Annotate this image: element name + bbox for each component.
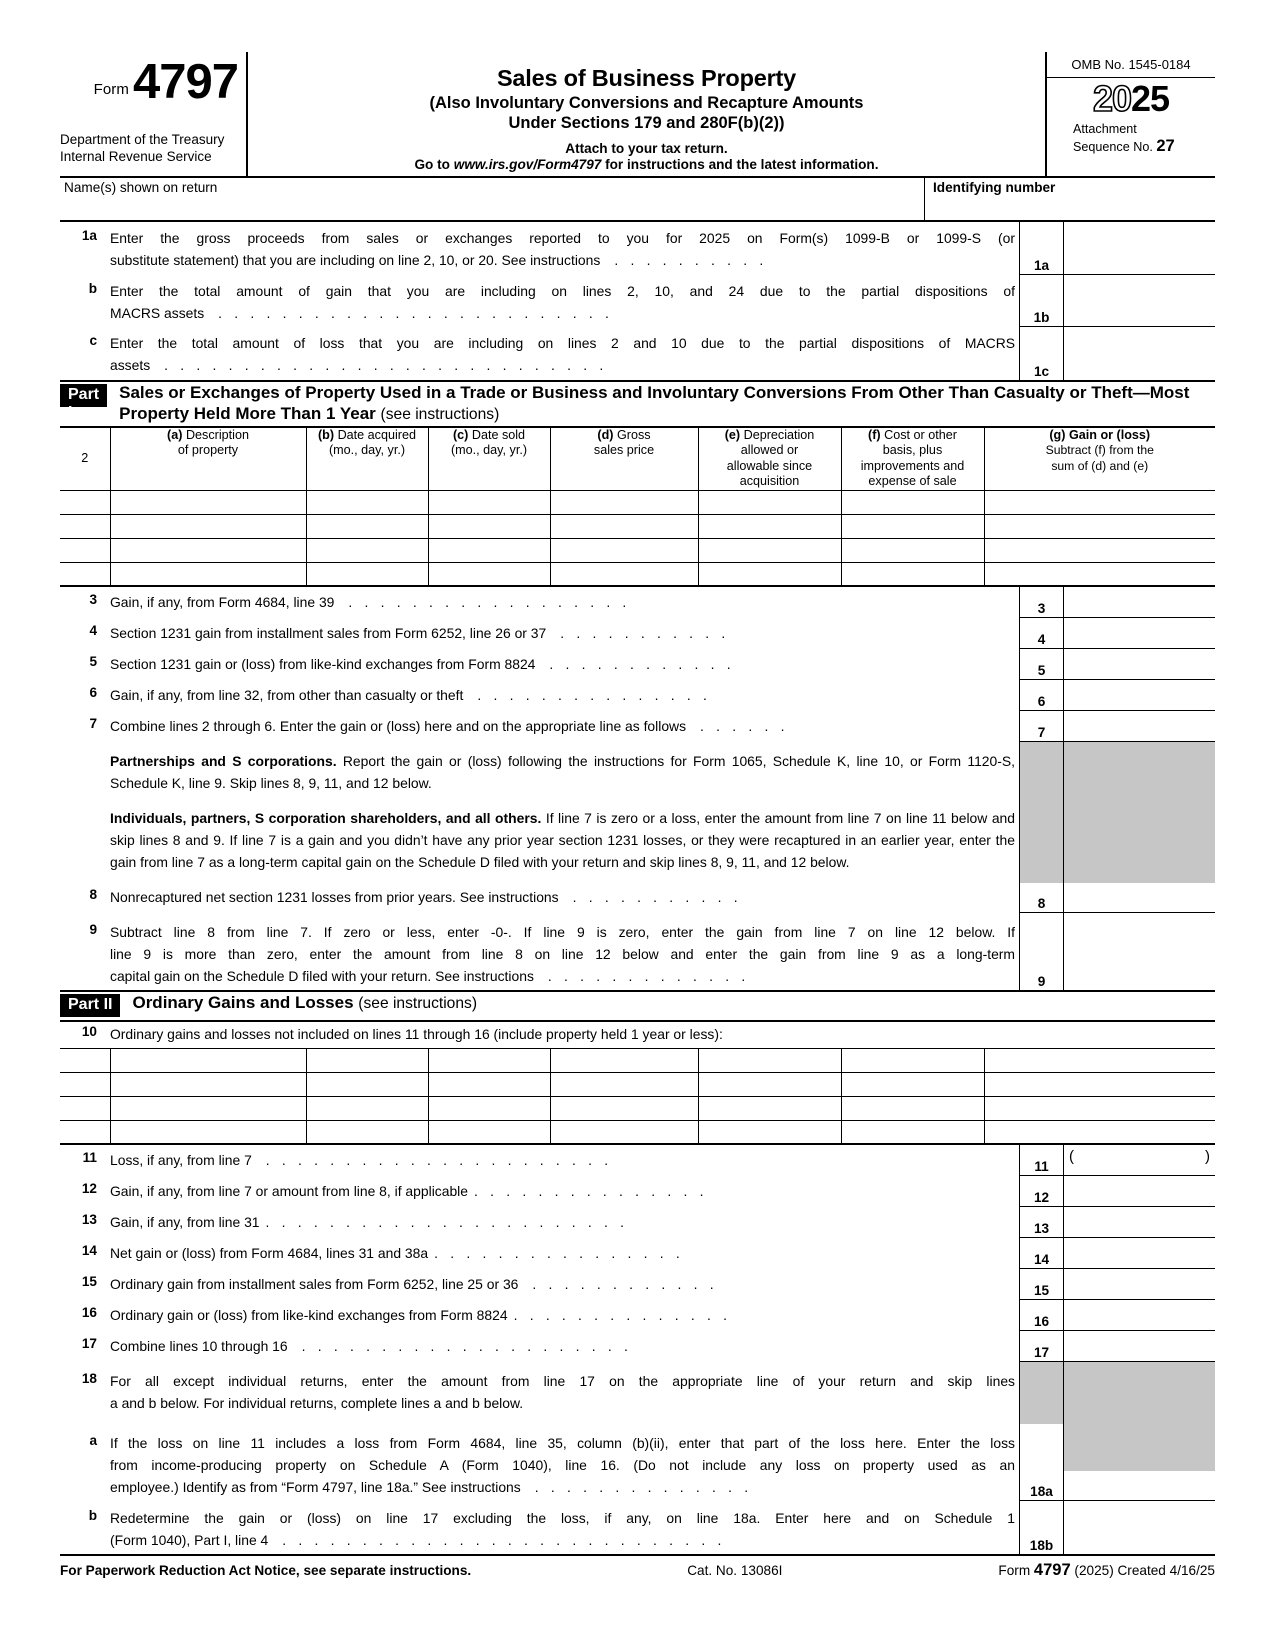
header-title-block	[248, 52, 1045, 176]
attach-note: Attach to your tax return.	[565, 140, 728, 156]
part-1-title-bold: Sales or Exchanges of Property Used in a Trade or Business and Involuntary Conversions From Other Than Casualty or Theft—Most Property Held More Than 1 Year	[119, 383, 1190, 424]
part-1-title	[119, 382, 1215, 424]
part-1-row2-col-c[interactable]	[428, 514, 550, 538]
line-15-box-label: 15	[1019, 1269, 1063, 1300]
part-1-row4-col-b[interactable]	[306, 562, 428, 586]
part-1-row1-col-g[interactable]	[984, 490, 1215, 514]
identifying-number-label: Identifying number	[933, 179, 1056, 195]
part-2-row2-col-c[interactable]	[428, 1072, 550, 1096]
form-footer	[60, 1554, 1215, 1580]
line-18-row	[60, 1362, 1215, 1424]
column-b-tag: (b)	[317, 427, 335, 442]
line-18a-amount-input[interactable]	[1063, 1424, 1215, 1501]
part-2-row3-col-b[interactable]	[306, 1096, 428, 1120]
part-1-row1-col-b[interactable]	[306, 490, 428, 514]
line-1a-number: 1a	[81, 227, 97, 243]
line-18b-amount-input[interactable]	[1063, 1501, 1215, 1554]
column-g-l2: Subtract (f) from the	[1045, 443, 1154, 458]
line-14-row	[60, 1238, 1215, 1269]
part-1-banner	[60, 380, 1215, 427]
line-8-number: 8	[89, 887, 97, 902]
column-f-l4: expense of sale	[868, 474, 957, 489]
line-12-text: Gain, if any, from line 7 or amount from line 8, if applicable . . . . . . . . . . . . . . .	[110, 1183, 708, 1200]
partnerships-note-bold: Partnerships and S corporations.	[110, 753, 337, 770]
line-9-text-part2: line 9 is more than zero, enter the amount from line 8 on line 12 below and enter the gain from line 9 as a long-term	[110, 945, 1015, 962]
line-15-row	[60, 1269, 1215, 1300]
line-9-text-part1: Subtract line 8 from line 7. If zero or less, enter -0-. If line 9 is zero, enter the gain from line 7 on line 12 below. If	[110, 923, 1015, 940]
part-2-row2-col-a[interactable]	[110, 1072, 306, 1096]
part-2-row1-col-d[interactable]	[550, 1048, 698, 1072]
line-14-amount-input[interactable]	[1063, 1238, 1215, 1269]
line-11-number: 11	[82, 1150, 97, 1166]
line-6-amount-input[interactable]	[1063, 680, 1215, 711]
part-2-row3-col-c[interactable]	[428, 1096, 550, 1120]
part-2-title-bold: Ordinary Gains and Losses	[132, 992, 354, 1012]
line-16-text: Ordinary gain or (loss) from like-kind exchanges from Form 8824 . . . . . . . . . . . . . .	[110, 1307, 732, 1324]
goto-url: www.irs.gov/Form4797	[453, 156, 602, 172]
header-left	[60, 52, 248, 176]
part-1-row1-col-a[interactable]	[110, 490, 306, 514]
column-d-tag: (d)	[597, 427, 614, 442]
part-1-row1-col-d[interactable]	[550, 490, 698, 514]
attachment-label-line2: Sequence No.	[1073, 139, 1153, 154]
line-18-shaded-label-cell	[1019, 1362, 1063, 1424]
footer-form-word: Form	[998, 1562, 1031, 1578]
column-header-b	[306, 428, 428, 490]
line-8-row	[60, 883, 1215, 913]
part-2-entry-row[interactable]	[60, 1072, 1215, 1096]
line-10-text: Ordinary gains and losses not included on lines 11 through 16 (include property held 1 year or less):	[110, 1025, 723, 1042]
attachment-number: 27	[1156, 136, 1175, 155]
part-1-row2-marker	[60, 514, 110, 538]
form-subtitle-line2: Under Sections 179 and 280F(b)(2))	[508, 113, 785, 132]
line-18b-text-part2: (Form 1040), Part I, line 4 . . . . . . . . . . . . . . . . . . . . . . . . . . . .	[110, 1531, 726, 1548]
line-18-number: 18	[81, 1371, 97, 1387]
line-14-box-label: 14	[1019, 1238, 1063, 1269]
part-1-row4-col-e[interactable]	[698, 562, 841, 586]
part-1-entry-row[interactable]	[60, 490, 1215, 514]
notes-shaded-label-cell	[1019, 742, 1063, 883]
part-2-row4-col-e[interactable]	[698, 1120, 841, 1144]
column-header-c	[428, 428, 550, 490]
line-1a-box-label: 1a	[1019, 222, 1063, 275]
line-15-number: 15	[81, 1274, 97, 1290]
column-a-tag: (a)	[167, 427, 183, 442]
line-18a-shaded-area	[1064, 1424, 1215, 1471]
part-1-row4-col-a[interactable]	[110, 562, 306, 586]
line-17-amount-input[interactable]	[1063, 1331, 1215, 1362]
part-1-row4-col-c[interactable]	[428, 562, 550, 586]
line-14-text: Net gain or (loss) from Form 4684, lines 31 and 38a . . . . . . . . . . . . . . . .	[110, 1245, 684, 1262]
column-header-d	[550, 428, 698, 490]
line-7-row	[60, 711, 1215, 742]
line-3-text: Gain, if any, from Form 4684, line 39 . . . . . . . . . . . . . . . . . .	[110, 594, 631, 611]
column-e-l4: acquisition	[739, 474, 800, 489]
column-f-l2: basis, plus	[882, 443, 943, 458]
line-8-amount-input[interactable]	[1063, 883, 1215, 913]
line-18b-number: b	[88, 1507, 97, 1523]
part-2-row4-col-g[interactable]	[984, 1120, 1215, 1144]
line-1b-text-part1: Enter the total amount of gain that you are including on lines 2, 10, and 24 due to the partial dispositions of	[110, 282, 1015, 299]
line-13-amount-input[interactable]	[1063, 1207, 1215, 1238]
line-18a-text-part3: employee.) Identify as from “Form 4797, line 18a.” See instructions . . . . . . . . . . . . . .	[110, 1479, 753, 1495]
tax-year	[1047, 78, 1215, 118]
part-2-row4-col-f[interactable]	[841, 1120, 984, 1144]
line-7-box-label: 7	[1019, 711, 1063, 742]
column-b-l2: (mo., day, yr.)	[328, 443, 406, 458]
line-1a-row	[60, 222, 1215, 275]
part-2-row3-marker	[60, 1096, 110, 1120]
column-c-tag: (c)	[452, 427, 469, 442]
line-1b-number: b	[88, 280, 97, 296]
line-17-number: 17	[81, 1336, 97, 1352]
part-1-entry-row[interactable]	[60, 514, 1215, 538]
footer-form-number: 4797	[1033, 1560, 1071, 1579]
line-9-number: 9	[89, 921, 97, 937]
part-2-row2-col-f[interactable]	[841, 1072, 984, 1096]
line-6-number: 6	[89, 685, 97, 701]
line-16-box-label: 16	[1019, 1300, 1063, 1331]
partnerships-note	[110, 751, 1015, 795]
lines-3-7-group	[60, 587, 1215, 742]
column-d-l1: Gross	[617, 427, 651, 442]
part-2-row4-col-b[interactable]	[306, 1120, 428, 1144]
column-header-g	[984, 428, 1215, 490]
part-1-row3-col-g[interactable]	[984, 538, 1215, 562]
line-1c-box-label: 1c	[1019, 327, 1063, 380]
goto-note	[254, 157, 1039, 172]
line-18b-text-part1: Redetermine the gain or (loss) on line 17 excluding the loss, if any, on line 18a. Enter here and on Schedule 1	[110, 1509, 1015, 1526]
notes-shaded-amount-cell	[1063, 742, 1215, 883]
line-1c-text-cell	[110, 327, 1019, 380]
part-2-entry-row[interactable]	[60, 1096, 1215, 1120]
column-g-tag: (g)	[1049, 427, 1066, 442]
line-5-amount-input[interactable]	[1063, 649, 1215, 680]
column-g-l1: Gain or (loss)	[1068, 427, 1151, 442]
part-2-table	[60, 1048, 1215, 1146]
part-1-row1-marker	[60, 490, 110, 514]
part-1-row2-col-d[interactable]	[550, 514, 698, 538]
line-18a-box-label: 18a	[1019, 1424, 1063, 1501]
line-11-row	[60, 1145, 1215, 1176]
line-18a-text-part2: from income-producing property on Schedule A (Form 1040), line 16. (Do not include any loss on property used as an	[110, 1457, 1015, 1474]
notes-spacer	[60, 742, 110, 883]
part-1-row2-col-f[interactable]	[841, 514, 984, 538]
line-9-box-label: 9	[1019, 913, 1063, 990]
part-2-row4-marker	[60, 1120, 110, 1144]
tax-year-century: 20	[1092, 78, 1131, 119]
line-1-group	[60, 222, 1215, 381]
part-1-row4-col-g[interactable]	[984, 562, 1215, 586]
line-17-box-label: 17	[1019, 1331, 1063, 1362]
part-1-row3-col-d[interactable]	[550, 538, 698, 562]
form-word-label: Form	[93, 81, 129, 99]
line-18-text-part1: For all except individual returns, enter the amount from line 17 on the appropriate line of your return and skip lines	[110, 1373, 1015, 1390]
part-1-label: Part I	[60, 384, 107, 407]
line-16-amount-input[interactable]	[1063, 1300, 1215, 1331]
footer-year: (2025) Created 4/16/25	[1074, 1562, 1215, 1578]
line-13-number: 13	[81, 1212, 97, 1228]
part-1-row3-marker	[60, 538, 110, 562]
part-2-row1-col-e[interactable]	[698, 1048, 841, 1072]
part-2-row1-col-g[interactable]	[984, 1048, 1215, 1072]
part-2-row1-col-f[interactable]	[841, 1048, 984, 1072]
part-1-title-normal: (see instructions)	[380, 406, 500, 424]
part-2-row3-col-a[interactable]	[110, 1096, 306, 1120]
line-1c-text-part1: Enter the total amount of loss that you are including on lines 2 and 10 due to the partial dispositions of MACRS	[110, 335, 1015, 352]
part-1-row3-col-b[interactable]	[306, 538, 428, 562]
line-18-shaded-amount-cell	[1063, 1362, 1215, 1424]
column-header-e	[698, 428, 841, 490]
column-b-l1: Date acquired	[337, 427, 416, 442]
part-2-entry-row[interactable]	[60, 1048, 1215, 1072]
part-1-row3-col-c[interactable]	[428, 538, 550, 562]
individuals-note-bold: Individuals, partners, S corporation shareholders, and all others.	[110, 810, 542, 827]
part-1-row2-col-b[interactable]	[306, 514, 428, 538]
part-1-row3-col-a[interactable]	[110, 538, 306, 562]
notes-block	[60, 742, 1215, 883]
line-9-text-part3: capital gain on the Schedule D filed with your return. See instructions . . . . . . . . . . . . .	[110, 967, 750, 984]
part-2-row1-marker	[60, 1048, 110, 1072]
line-5-box-label: 5	[1019, 649, 1063, 680]
line-17-row	[60, 1331, 1215, 1362]
line-12-row	[60, 1176, 1215, 1207]
line-1a-text-part2: substitute statement) that you are including on line 2, 10, or 20. See instructions . . . . . . . . . .	[110, 251, 768, 268]
part-1-row4-marker	[60, 562, 110, 586]
line-18b-row	[60, 1501, 1215, 1554]
line-9-amount-input[interactable]	[1063, 913, 1215, 990]
line-4-text: Section 1231 gain from installment sales from Form 6252, line 26 or 37 . . . . . . . . . . .	[110, 625, 730, 642]
part-1-line-number: 2	[60, 428, 110, 490]
part-2-row1-col-a[interactable]	[110, 1048, 306, 1072]
goto-prefix: Go to	[414, 156, 454, 172]
part-1-row1-col-f[interactable]	[841, 490, 984, 514]
line-1b-box-label: 1b	[1019, 275, 1063, 328]
part-2-title-normal: (see instructions)	[358, 994, 478, 1012]
line-10-number: 10	[81, 1023, 97, 1039]
column-d-l2: sales price	[593, 443, 655, 458]
part-2-label: Part II	[60, 994, 120, 1017]
column-f-l3: improvements and	[860, 458, 965, 473]
line-14-number: 14	[81, 1243, 97, 1259]
line-11-close-paren: )	[1205, 1148, 1210, 1166]
part-2-row2-col-e[interactable]	[698, 1072, 841, 1096]
part-2-title	[132, 992, 477, 1014]
line-3-row	[60, 587, 1215, 618]
line-13-box-label: 13	[1019, 1207, 1063, 1238]
line-6-row	[60, 680, 1215, 711]
individuals-note-text: If line 7 is zero or a loss, enter the amount from line 7 on line 11 below and skip lines 8 and 9. If line 7 is a gain and you didn’t have any prior year section 1231 losses, or they were recaptured in an earlier year, enter the gain from line 7 as a long-term capital gain on the Schedule D filed with your return and skip lines 8, 9, 11, and 12 below.	[110, 810, 1015, 871]
line-16-row	[60, 1300, 1215, 1331]
part-1-entry-row[interactable]	[60, 538, 1215, 562]
line-11-text: Loss, if any, from line 7 . . . . . . . . . . . . . . . . . . . . . .	[110, 1152, 613, 1169]
catalog-number: Cat. No. 13086I	[687, 1562, 783, 1578]
part-2-row2-marker	[60, 1072, 110, 1096]
form-subtitle-line1: (Also Involuntary Conversions and Recapture Amounts	[429, 94, 864, 112]
line-12-box-label: 12	[1019, 1176, 1063, 1207]
line-1b-text-cell	[110, 275, 1019, 328]
line-3-box-label: 3	[1019, 587, 1063, 618]
column-g-l3: sum of (d) and (e)	[1051, 458, 1149, 473]
name-label: Name(s) shown on return	[64, 179, 218, 195]
line-6-text: Gain, if any, from line 32, from other than casualty or theft . . . . . . . . . . . . . . .	[110, 687, 712, 704]
line-4-row	[60, 618, 1215, 649]
column-header-a	[110, 428, 306, 490]
part-1-entry-row[interactable]	[60, 562, 1215, 586]
line-6-box-label: 6	[1019, 680, 1063, 711]
part-1-row3-col-f[interactable]	[841, 538, 984, 562]
part-2-row3-col-g[interactable]	[984, 1096, 1215, 1120]
part-2-row3-col-d[interactable]	[550, 1096, 698, 1120]
line-3-amount-input[interactable]	[1063, 587, 1215, 618]
part-2-row4-col-c[interactable]	[428, 1120, 550, 1144]
part-1-row3-col-e[interactable]	[698, 538, 841, 562]
column-e-tag: (e)	[724, 427, 741, 442]
part-2-banner	[60, 990, 1215, 1022]
part-2-row2-col-b[interactable]	[306, 1072, 428, 1096]
line-11-box-label: 11	[1019, 1145, 1063, 1176]
identity-row	[60, 178, 1215, 222]
line-15-text: Ordinary gain from installment sales from Form 6252, line 25 or 36 . . . . . . . . . . . .	[110, 1276, 718, 1293]
line-3-number: 3	[89, 592, 97, 608]
line-1a-text-cell	[110, 222, 1019, 275]
line-1a-text-part1: Enter the gross proceeds from sales or exchanges reported to you for 2025 on Form(s) 1099-B or 1099-S (or	[110, 229, 1015, 246]
part-1-row4-col-f[interactable]	[841, 562, 984, 586]
line-11-open-paren: (	[1069, 1148, 1074, 1166]
part-2-row1-col-b[interactable]	[306, 1048, 428, 1072]
part-1-row2-col-e[interactable]	[698, 514, 841, 538]
part-2-row3-col-f[interactable]	[841, 1096, 984, 1120]
line-18a-row	[60, 1424, 1215, 1501]
line-18b-box-label: 18b	[1019, 1501, 1063, 1554]
line-5-text: Section 1231 gain or (loss) from like-kind exchanges from Form 8824 . . . . . . . . . . . .	[110, 656, 735, 673]
line-1b-row	[60, 275, 1215, 328]
part-1-column-headers	[60, 428, 1215, 490]
department-block	[60, 132, 238, 168]
line-13-text: Gain, if any, from line 31 . . . . . . . . . . . . . . . . . . . . . . .	[110, 1214, 629, 1231]
line-1b-amount-input[interactable]	[1063, 275, 1215, 328]
line-1c-amount-input[interactable]	[1063, 327, 1215, 380]
part-1-row2-col-a[interactable]	[110, 514, 306, 538]
individuals-note	[110, 808, 1015, 874]
column-e-l1: Depreciation	[743, 427, 815, 442]
part-1-row1-col-e[interactable]	[698, 490, 841, 514]
line-10-row	[60, 1022, 1215, 1048]
line-4-number: 4	[89, 623, 97, 639]
form-header	[60, 52, 1215, 178]
line-1a-amount-input[interactable]	[1063, 222, 1215, 275]
line-1c-number: c	[89, 333, 97, 349]
goto-suffix: for instructions and the latest information.	[601, 156, 879, 172]
part-2-row4-col-a[interactable]	[110, 1120, 306, 1144]
part-2-row2-col-g[interactable]	[984, 1072, 1215, 1096]
footer-form-id	[998, 1561, 1215, 1580]
column-c-l2: (mo., day, yr.)	[450, 443, 528, 458]
line-8-text: Nonrecaptured net section 1231 losses from prior years. See instructions . . . . . . . . . . .	[110, 889, 742, 905]
attachment-sequence	[1047, 118, 1215, 160]
line-18a-text-part1: If the loss on line 11 includes a loss from Form 4684, line 35, column (b)(ii), enter that part of the loss here. Enter the loss	[110, 1435, 1015, 1452]
line-12-amount-input[interactable]	[1063, 1176, 1215, 1207]
line-1c-row	[60, 327, 1215, 380]
line-11-amount-input[interactable]	[1063, 1145, 1215, 1176]
line-18a-number: a	[89, 1433, 97, 1449]
line-1b-text-part2: MACRS assets . . . . . . . . . . . . . . . . . . . . . . . . .	[110, 304, 614, 321]
line-7-text: Combine lines 2 through 6. Enter the gain or (loss) here and on the appropriate line as follows . . . . . .	[110, 718, 789, 735]
column-e-l3: allowable since	[726, 458, 813, 473]
column-f-l1: Cost or other	[884, 427, 957, 442]
line-13-row	[60, 1207, 1215, 1238]
identifying-number-field[interactable]	[925, 178, 1215, 220]
attachment-label-line1: Attachment	[1073, 121, 1137, 136]
tax-year-year: 25	[1131, 78, 1170, 119]
omb-number: OMB No. 1545-0184	[1047, 52, 1215, 78]
part-1-row2-col-g[interactable]	[984, 514, 1215, 538]
part-2-row4-col-d[interactable]	[550, 1120, 698, 1144]
part-2-row2-col-d[interactable]	[550, 1072, 698, 1096]
part-2-entry-row[interactable]	[60, 1120, 1215, 1144]
partnerships-note-text: Report the gain or (loss) following the instructions for Form 1065, Schedule K, line 10, or Form 1120-S, Schedule K, line 9. Skip lines 8, 9, 11, and 12 below.	[110, 753, 1015, 792]
part-2-row3-col-e[interactable]	[698, 1096, 841, 1120]
line-5-number: 5	[89, 654, 97, 670]
column-a-l2: of property	[177, 443, 239, 458]
part-2-row1-col-c[interactable]	[428, 1048, 550, 1072]
line-5-row	[60, 649, 1215, 680]
line-4-amount-input[interactable]	[1063, 618, 1215, 649]
paperwork-notice: For Paperwork Reduction Act Notice, see separate instructions.	[60, 1562, 472, 1578]
column-header-f	[841, 428, 984, 490]
column-e-l2: allowed or	[740, 443, 799, 458]
line-1c-text-part2: assets . . . . . . . . . . . . . . . . . . . . . . . . . . . .	[110, 357, 608, 374]
column-a-l1: Description	[185, 427, 249, 442]
line-18-text-part2: a and b below. For individual returns, complete lines a and b below.	[110, 1395, 524, 1412]
line-8-box-label: 8	[1019, 883, 1063, 913]
line-17-text: Combine lines 10 through 16 . . . . . . . . . . . . . . . . . . . . .	[110, 1338, 633, 1355]
part-1-row4-col-d[interactable]	[550, 562, 698, 586]
department-line2: Internal Revenue Service	[60, 148, 212, 164]
lines-11-17-group	[60, 1145, 1215, 1362]
line-15-amount-input[interactable]	[1063, 1269, 1215, 1300]
part-1-row1-col-c[interactable]	[428, 490, 550, 514]
form-number: 4797	[132, 55, 238, 109]
line-7-amount-input[interactable]	[1063, 711, 1215, 742]
column-c-l1: Date sold	[471, 427, 526, 442]
line-9-row	[60, 913, 1215, 990]
form-title: Sales of Business Property	[496, 65, 797, 91]
department-line1: Department of the Treasury	[60, 132, 225, 148]
line-16-number: 16	[81, 1305, 97, 1321]
line-7-number: 7	[89, 716, 97, 732]
name-field[interactable]	[60, 178, 925, 220]
header-right	[1045, 52, 1215, 176]
line-12-number: 12	[81, 1181, 97, 1197]
line-4-box-label: 4	[1019, 618, 1063, 649]
column-f-tag: (f)	[868, 427, 881, 442]
part-1-table	[60, 428, 1215, 587]
